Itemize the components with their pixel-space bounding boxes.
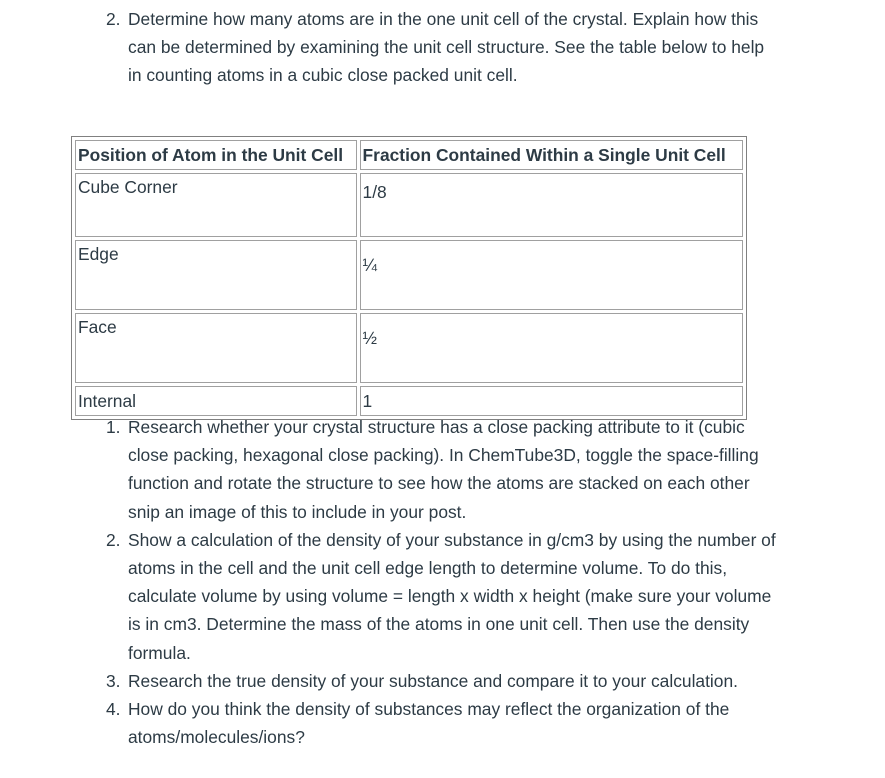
list-number: 2.: [106, 9, 121, 29]
list-item: [106, 526, 776, 667]
list-item: [106, 5, 766, 90]
list-text: Show a calculation of the density of your substance in g/cm3 by using the number of atoms in the cell and the unit cell edge length to determine volume. To do this, calculate volume by using volume = length x width x height (make sure your volume is in cm3. Determine the mass of the atoms in one unit cell. Then use the density formula.: [128, 529, 776, 663]
list-number: 3.: [106, 670, 121, 691]
cell-position: Face: [75, 313, 357, 383]
list-text: Determine how many atoms are in the one unit cell of the crystal. Explain how this can be determined by examining the unit cell structure. See the table below to help in counting atoms in a cubic close packed unit cell.: [128, 9, 765, 86]
column-header-fraction: Fraction Contained Within a Single Unit Cell: [360, 140, 743, 170]
question-list: [106, 413, 776, 751]
cell-position: Cube Corner: [75, 173, 357, 237]
table-row: [75, 313, 743, 383]
table-header-row: [75, 140, 743, 170]
cell-fraction: ¼: [360, 240, 743, 310]
atom-fraction-table: [71, 136, 747, 420]
cell-position: Edge: [75, 240, 357, 310]
table-row: [75, 240, 743, 310]
column-header-position: Position of Atom in the Unit Cell: [75, 140, 357, 170]
cell-fraction: ½: [360, 313, 743, 383]
cell-position: Internal: [75, 386, 357, 416]
cell-fraction: 1: [360, 386, 743, 416]
list-item: [106, 667, 776, 695]
list-item: [106, 695, 776, 751]
list-text: How do you think the density of substances may reflect the organization of the atoms/molecules/ions?: [128, 699, 730, 748]
list-text: Research whether your crystal structure has a close packing attribute to it (cubic close packing, hexagonal close packing). In ChemTube3D, toggle the space-filling function and rotate the structure to see how the atoms are stacked on each other snip an image of this to include in your post.: [128, 417, 759, 522]
list-number: 2.: [106, 529, 121, 550]
list-number: 1.: [106, 417, 121, 437]
list-number: 4.: [106, 699, 121, 720]
table-row: [75, 386, 743, 416]
table-row: [75, 173, 743, 237]
cell-fraction: 1/8: [360, 173, 743, 237]
list-text: Research the true density of your substance and compare it to your calculation.: [128, 670, 738, 691]
list-item: [106, 413, 776, 526]
intro-list: [106, 5, 766, 90]
